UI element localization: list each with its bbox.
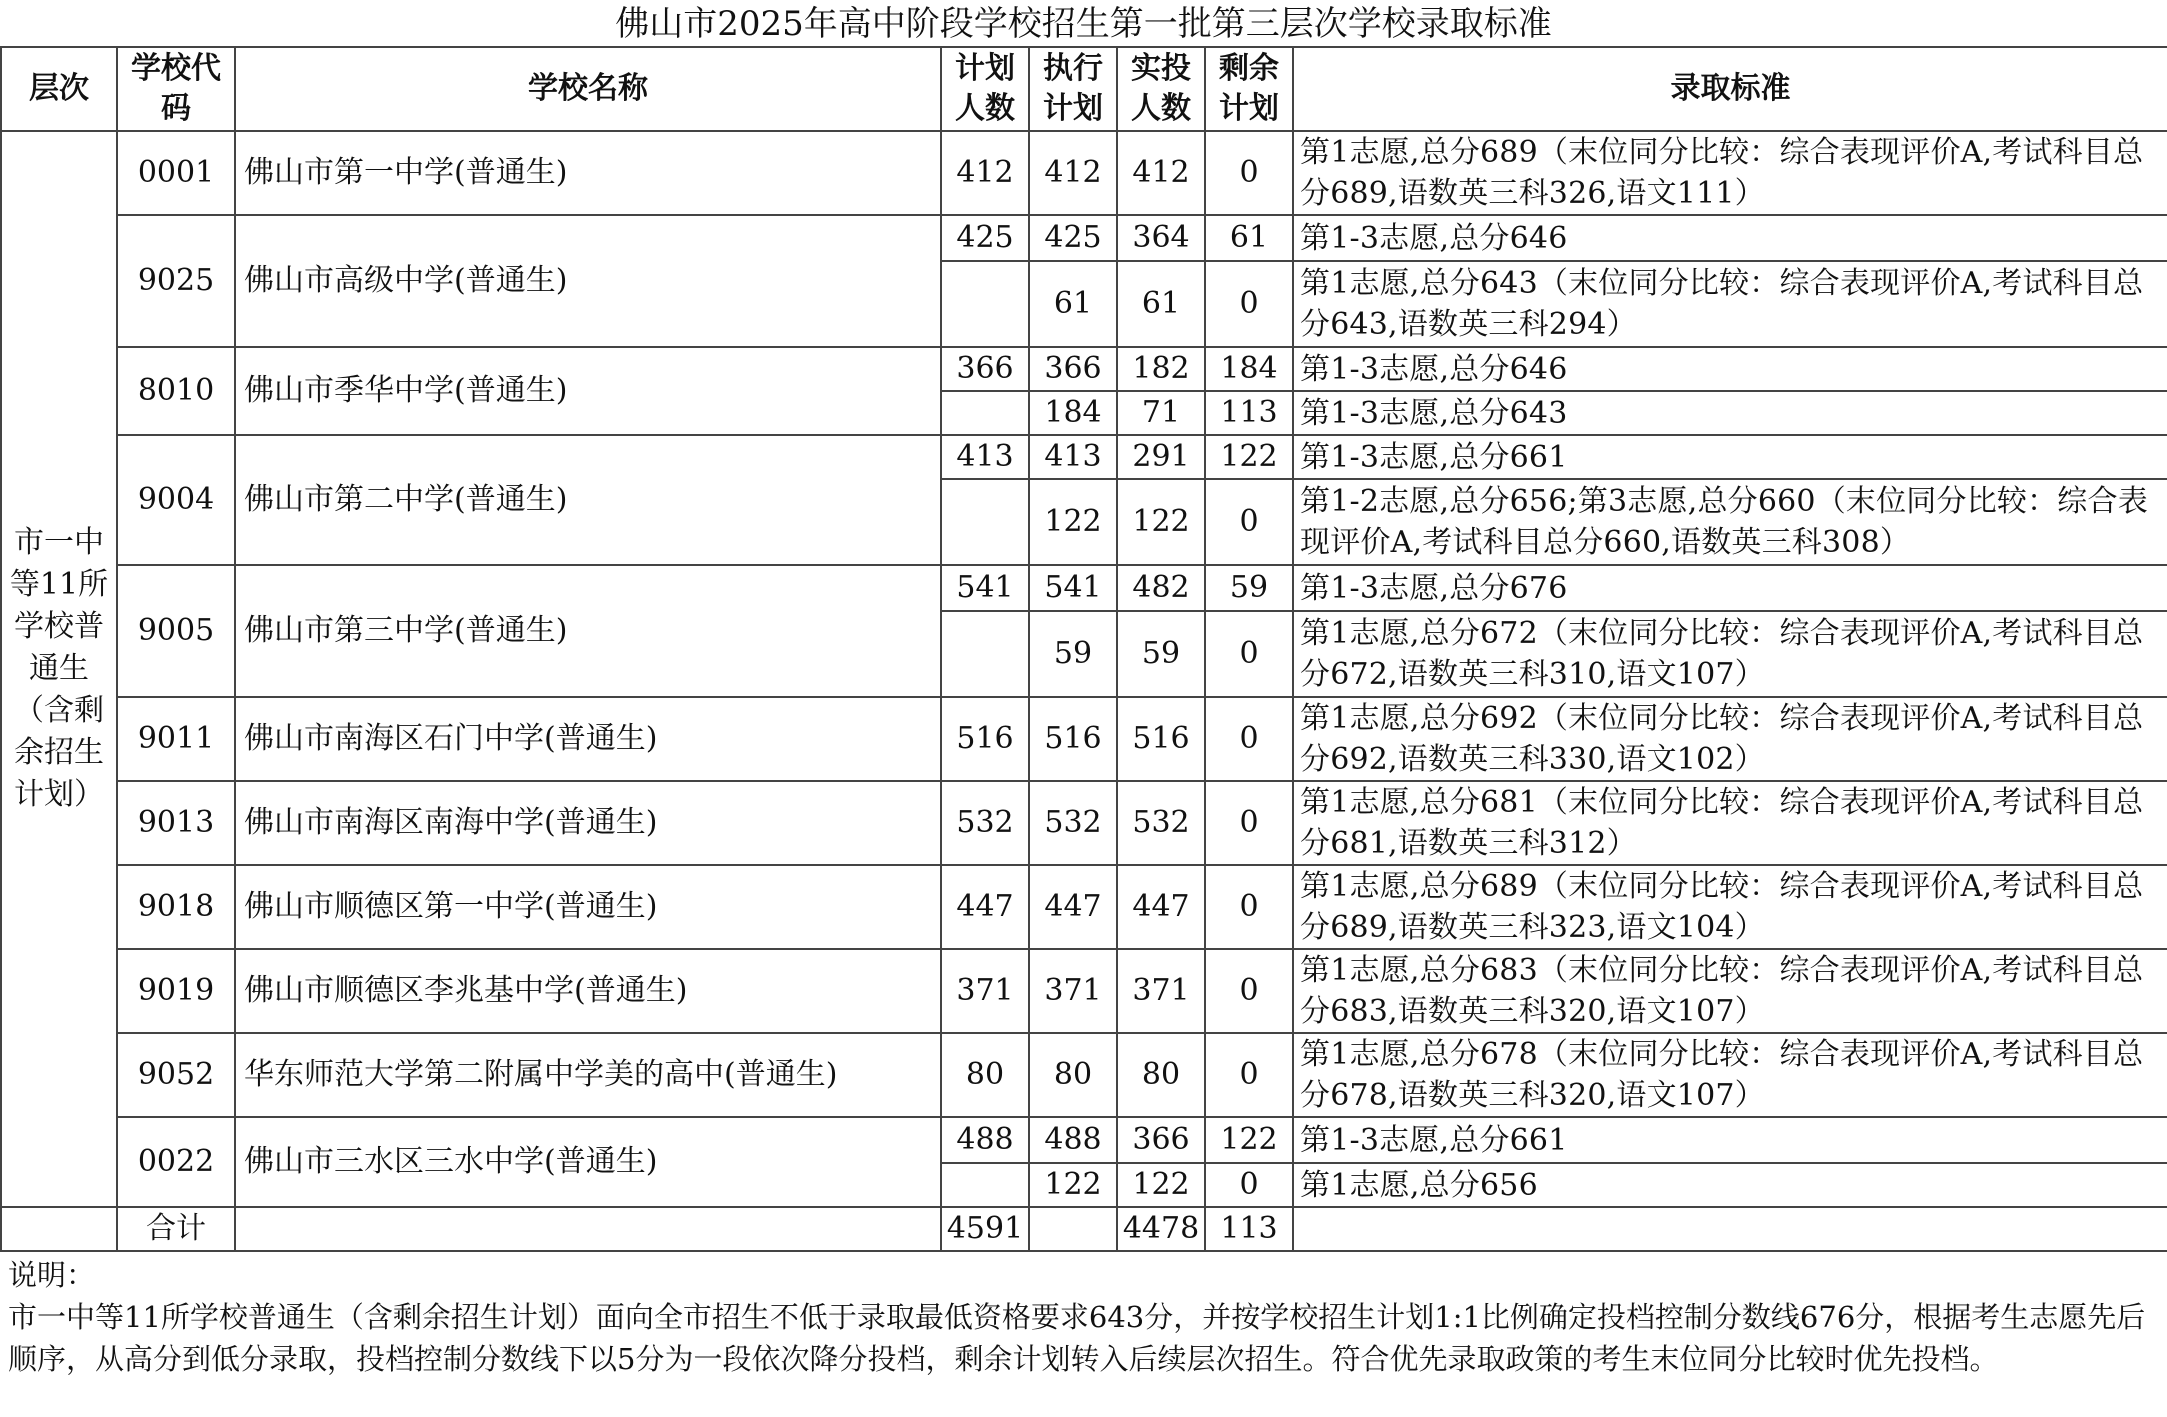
plan-count-empty (941, 479, 1029, 565)
school-name: 佛山市南海区南海中学(普通生) (235, 781, 941, 865)
actual-count: 364 (1117, 215, 1205, 261)
school-name: 佛山市三水区三水中学(普通生) (235, 1117, 941, 1207)
plan-count-empty (941, 611, 1029, 697)
total-label: 合计 (117, 1207, 235, 1251)
total-exec (1029, 1207, 1117, 1251)
admission-standard: 第1-3志愿,总分646 (1293, 215, 2167, 261)
notes-section (8, 1254, 2158, 1380)
admission-table (0, 46, 2167, 1252)
level-cell: 市一中等11所学校普通生（含剩余招生计划） (1, 131, 117, 1207)
plan-count-empty (941, 1163, 1029, 1207)
admission-standard: 第1-3志愿,总分661 (1293, 435, 2167, 479)
table-row (1, 565, 2167, 611)
admission-standard: 第1-2志愿,总分656;第3志愿,总分660（末位同分比较：综合表现评价A,考试科目总分660,语数英三科308） (1293, 479, 2167, 565)
actual-count: 59 (1117, 611, 1205, 697)
exec-plan: 488 (1029, 1117, 1117, 1163)
remaining-plan: 0 (1205, 781, 1293, 865)
school-code: 9052 (117, 1033, 235, 1117)
exec-plan: 412 (1029, 131, 1117, 215)
remaining-plan: 0 (1205, 1033, 1293, 1117)
remaining-plan: 0 (1205, 697, 1293, 781)
plan-count: 516 (941, 697, 1029, 781)
page-title: 佛山市2025年高中阶段学校招生第一批第三层次学校录取标准 (615, 4, 1552, 44)
remaining-plan: 0 (1205, 949, 1293, 1033)
admission-standard: 第1志愿,总分672（末位同分比较：综合表现评价A,考试科目总分672,语数英三科310,语文107） (1293, 611, 2167, 697)
remaining-plan: 0 (1205, 1163, 1293, 1207)
table-row (1, 781, 2167, 865)
actual-count: 291 (1117, 435, 1205, 479)
header-plan: 计划 人数 (941, 47, 1029, 131)
header-remain: 剩余 计划 (1205, 47, 1293, 131)
header-standard: 录取标准 (1293, 47, 2167, 131)
exec-plan: 122 (1029, 1163, 1117, 1207)
admission-standard: 第1-3志愿,总分646 (1293, 347, 2167, 391)
remaining-plan: 122 (1205, 435, 1293, 479)
school-code: 0022 (117, 1117, 235, 1207)
total-actual: 4478 (1117, 1207, 1205, 1251)
exec-plan: 59 (1029, 611, 1117, 697)
header-row (1, 47, 2167, 131)
table-row (1, 347, 2167, 391)
actual-count: 71 (1117, 391, 1205, 435)
remaining-plan: 61 (1205, 215, 1293, 261)
total-remain: 113 (1205, 1207, 1293, 1251)
school-name: 佛山市顺德区第一中学(普通生) (235, 865, 941, 949)
actual-count: 447 (1117, 865, 1205, 949)
plan-count: 80 (941, 1033, 1029, 1117)
notes-text: 市一中等11所学校普通生（含剩余招生计划）面向全市招生不低于录取最低资格要求643分，并按学校招生计划1:1比例确定投档控制分数线676分，根据考生志愿先后顺序，从高分到低分录取，投档控制分数线下以5分为一段依次降分投档，剩余计划转入后续层次招生。符合优先录取政策的考生末位同分比较时优先投档。 (8, 1300, 2146, 1376)
exec-plan: 425 (1029, 215, 1117, 261)
admission-standard: 第1志愿,总分643（末位同分比较：综合表现评价A,考试科目总分643,语数英三科294） (1293, 261, 2167, 347)
actual-count: 182 (1117, 347, 1205, 391)
exec-plan: 532 (1029, 781, 1117, 865)
exec-plan: 122 (1029, 479, 1117, 565)
remaining-plan: 0 (1205, 131, 1293, 215)
total-row (1, 1207, 2167, 1251)
exec-plan: 541 (1029, 565, 1117, 611)
exec-plan: 61 (1029, 261, 1117, 347)
table-row (1, 215, 2167, 261)
total-standard (1293, 1207, 2167, 1251)
total-level-empty (1, 1207, 117, 1251)
total-plan: 4591 (941, 1207, 1029, 1251)
school-name: 佛山市第一中学(普通生) (235, 131, 941, 215)
exec-plan: 447 (1029, 865, 1117, 949)
exec-plan: 516 (1029, 697, 1117, 781)
remaining-plan: 59 (1205, 565, 1293, 611)
actual-count: 61 (1117, 261, 1205, 347)
plan-count: 532 (941, 781, 1029, 865)
total-name-empty (235, 1207, 941, 1251)
admission-standard: 第1志愿,总分683（末位同分比较：综合表现评价A,考试科目总分683,语数英三科320,语文107） (1293, 949, 2167, 1033)
school-code: 8010 (117, 347, 235, 435)
school-code: 9011 (117, 697, 235, 781)
remaining-plan: 0 (1205, 261, 1293, 347)
header-exec: 执行 计划 (1029, 47, 1117, 131)
school-name: 佛山市季华中学(普通生) (235, 347, 941, 435)
actual-count: 516 (1117, 697, 1205, 781)
school-code: 9019 (117, 949, 235, 1033)
admission-standard: 第1-3志愿,总分676 (1293, 565, 2167, 611)
admission-standard: 第1-3志愿,总分661 (1293, 1117, 2167, 1163)
actual-count: 371 (1117, 949, 1205, 1033)
plan-count: 425 (941, 215, 1029, 261)
plan-count: 412 (941, 131, 1029, 215)
plan-count-empty (941, 261, 1029, 347)
actual-count: 122 (1117, 479, 1205, 565)
header-name: 学校名称 (235, 47, 941, 131)
plan-count-empty (941, 391, 1029, 435)
school-code: 9004 (117, 435, 235, 565)
admission-standard: 第1志愿,总分681（末位同分比较：综合表现评价A,考试科目总分681,语数英三科312） (1293, 781, 2167, 865)
school-name: 佛山市第二中学(普通生) (235, 435, 941, 565)
admission-standard: 第1志愿,总分678（末位同分比较：综合表现评价A,考试科目总分678,语数英三科320,语文107） (1293, 1033, 2167, 1117)
actual-count: 80 (1117, 1033, 1205, 1117)
admission-standard: 第1-3志愿,总分643 (1293, 391, 2167, 435)
plan-count: 488 (941, 1117, 1029, 1163)
school-code: 9005 (117, 565, 235, 697)
notes-heading: 说明： (8, 1258, 96, 1292)
school-code: 9018 (117, 865, 235, 949)
header-code: 学校代 码 (117, 47, 235, 131)
table-row (1, 697, 2167, 781)
remaining-plan: 0 (1205, 611, 1293, 697)
school-code: 9013 (117, 781, 235, 865)
remaining-plan: 0 (1205, 865, 1293, 949)
actual-count: 412 (1117, 131, 1205, 215)
table-row (1, 131, 2167, 215)
school-name: 佛山市高级中学(普通生) (235, 215, 941, 347)
plan-count: 541 (941, 565, 1029, 611)
plan-count: 371 (941, 949, 1029, 1033)
remaining-plan: 0 (1205, 479, 1293, 565)
school-name: 佛山市顺德区李兆基中学(普通生) (235, 949, 941, 1033)
school-name: 佛山市南海区石门中学(普通生) (235, 697, 941, 781)
actual-count: 532 (1117, 781, 1205, 865)
header-level: 层次 (1, 47, 117, 131)
table-row (1, 1117, 2167, 1163)
exec-plan: 413 (1029, 435, 1117, 479)
school-code: 0001 (117, 131, 235, 215)
actual-count: 122 (1117, 1163, 1205, 1207)
actual-count: 366 (1117, 1117, 1205, 1163)
admission-standard: 第1志愿,总分692（末位同分比较：综合表现评价A,考试科目总分692,语数英三科330,语文102） (1293, 697, 2167, 781)
school-code: 9025 (117, 215, 235, 347)
school-name: 华东师范大学第二附属中学美的高中(普通生) (235, 1033, 941, 1117)
exec-plan: 366 (1029, 347, 1117, 391)
exec-plan: 371 (1029, 949, 1117, 1033)
remaining-plan: 184 (1205, 347, 1293, 391)
remaining-plan: 122 (1205, 1117, 1293, 1163)
admission-standard: 第1志愿,总分689（末位同分比较：综合表现评价A,考试科目总分689,语数英三科323,语文104） (1293, 865, 2167, 949)
table-row (1, 949, 2167, 1033)
remaining-plan: 113 (1205, 391, 1293, 435)
school-name: 佛山市第三中学(普通生) (235, 565, 941, 697)
plan-count: 413 (941, 435, 1029, 479)
actual-count: 482 (1117, 565, 1205, 611)
header-actual: 实投 人数 (1117, 47, 1205, 131)
plan-count: 447 (941, 865, 1029, 949)
plan-count: 366 (941, 347, 1029, 391)
admission-standard: 第1志愿,总分656 (1293, 1163, 2167, 1207)
table-row (1, 1033, 2167, 1117)
table-row (1, 865, 2167, 949)
exec-plan: 184 (1029, 391, 1117, 435)
exec-plan: 80 (1029, 1033, 1117, 1117)
table-row (1, 435, 2167, 479)
admission-standard: 第1志愿,总分689（末位同分比较：综合表现评价A,考试科目总分689,语数英三科326,语文111） (1293, 131, 2167, 215)
